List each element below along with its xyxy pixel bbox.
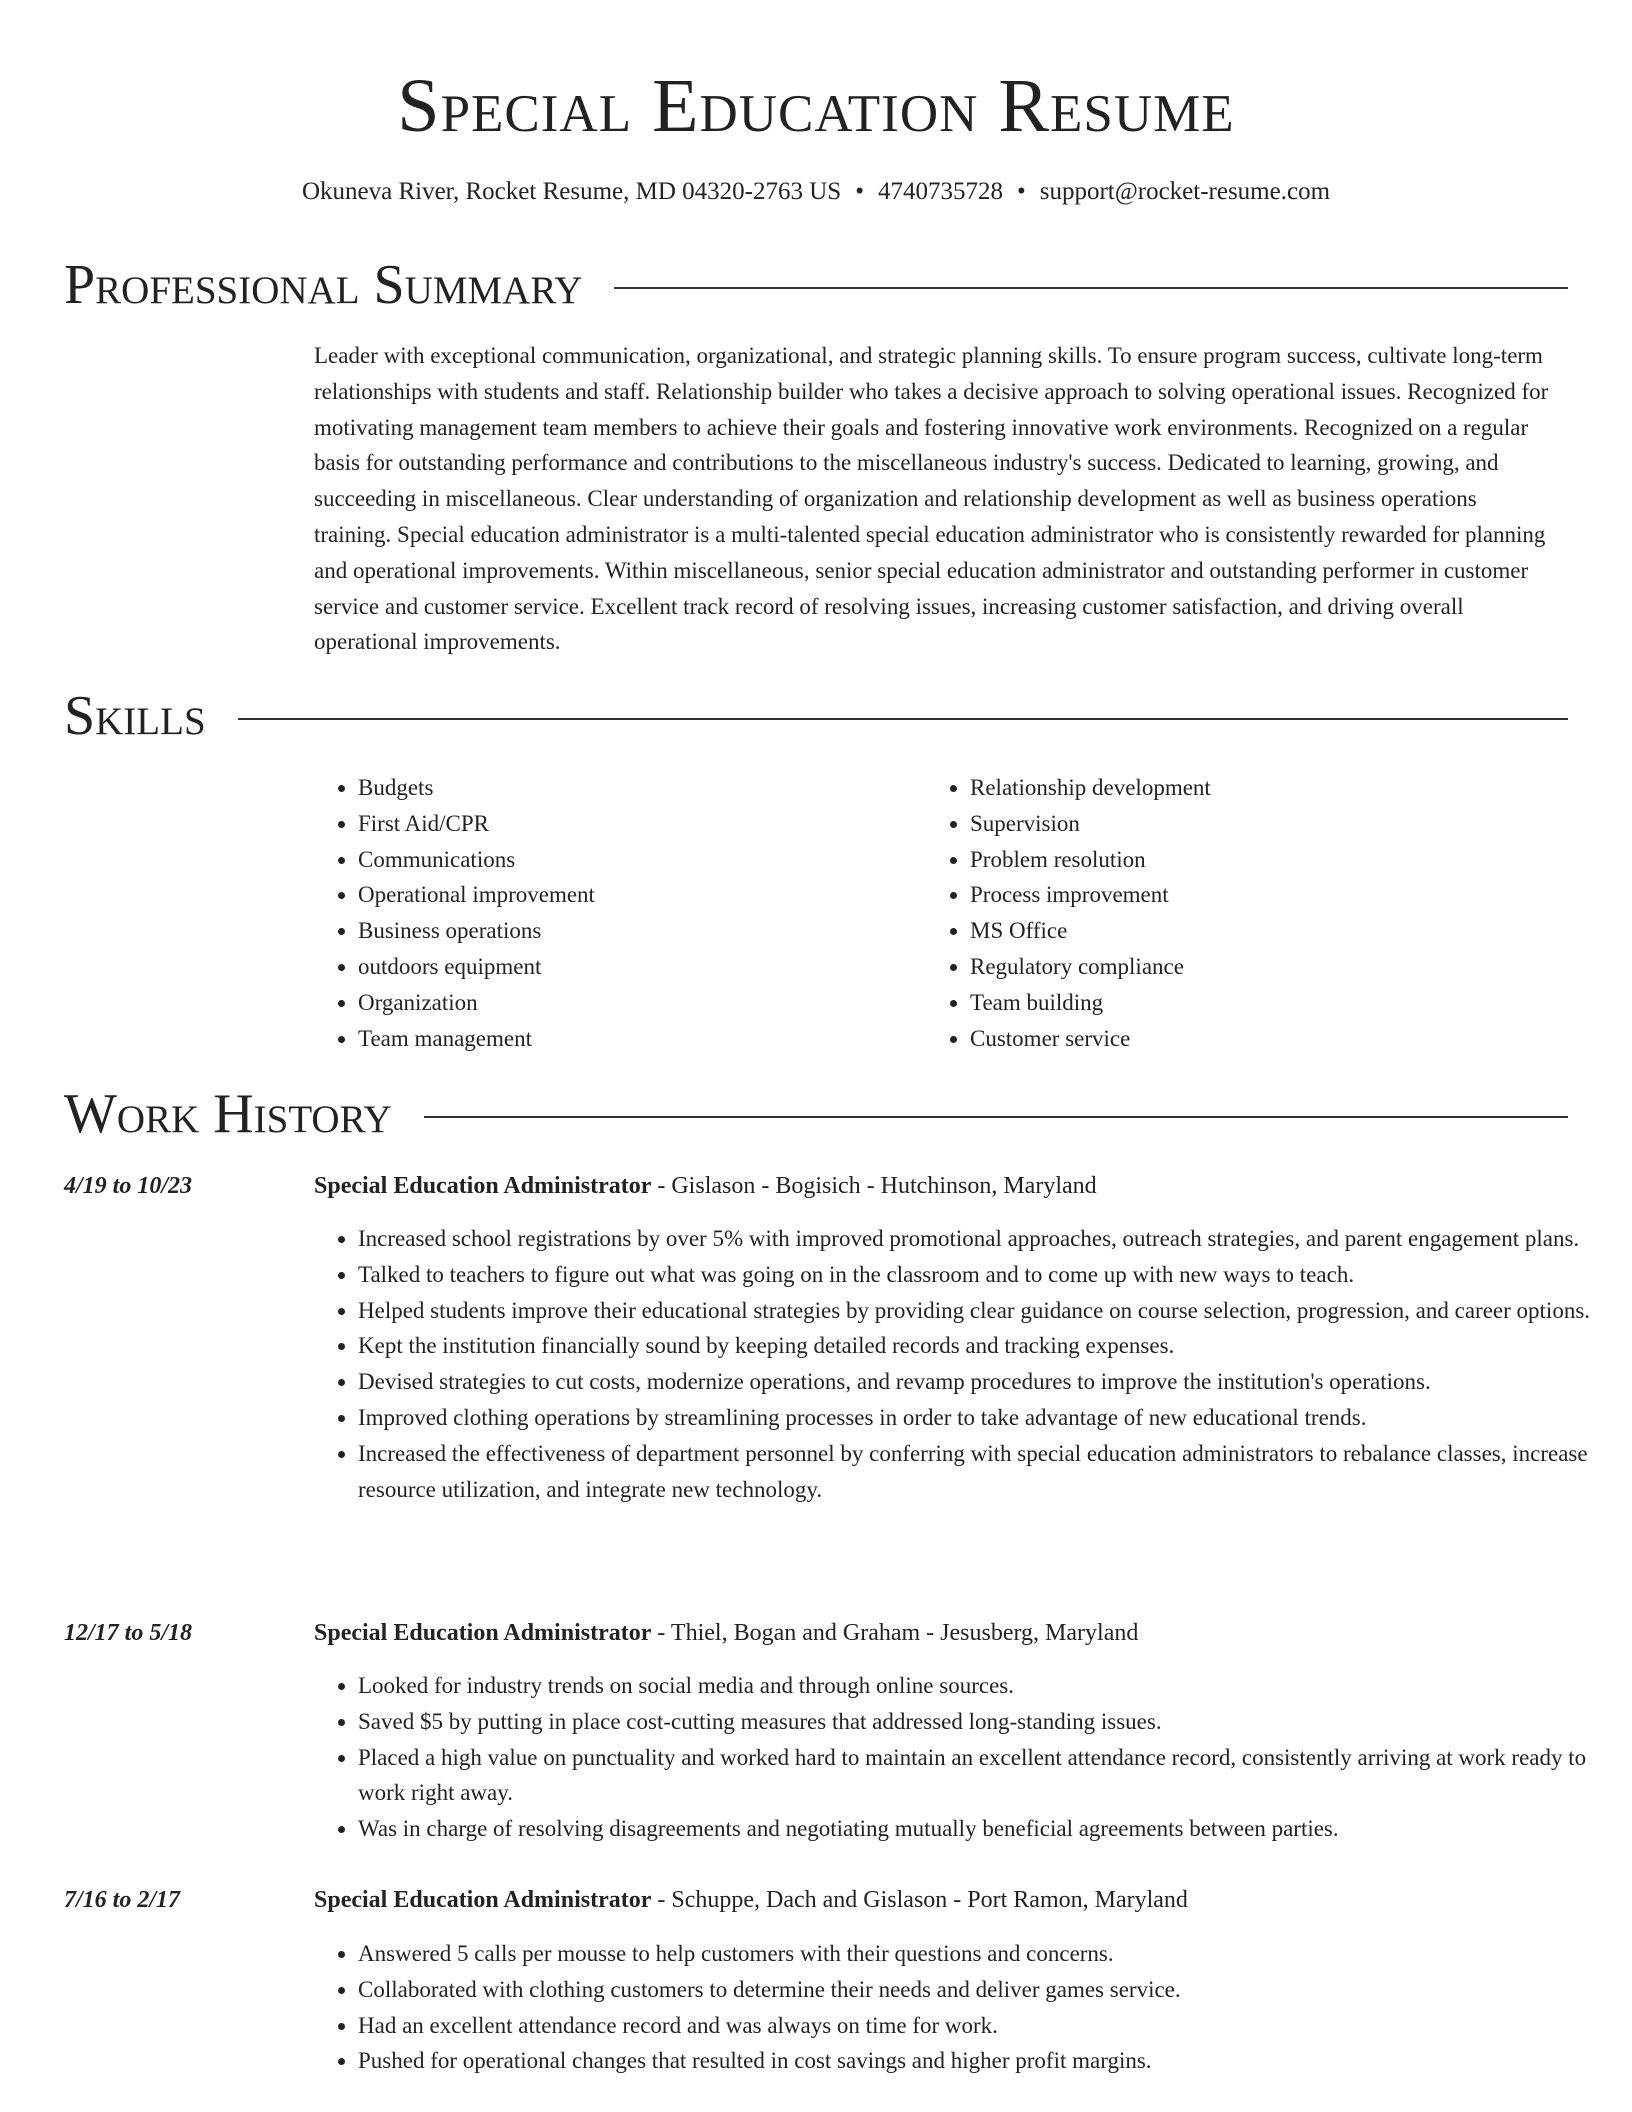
job-dates: 4/19 to 10/23 [64,1173,193,1199]
contact-address: Okuneva River, Rocket Resume, MD 04320-2763 US [301,178,842,205]
job-bullet: • Collaborated with clothing customers to determine their needs and deliver games service. [358,1972,1598,2008]
job-bullet-list [314,1668,1598,1847]
job-role: Special Education Administrator [314,1173,652,1199]
skills-list-right [926,770,1211,1056]
section-divider [614,287,1568,289]
job-bullet: • Placed a high value on punctuality and worked hard to maintain an excellent attendance record, consistently arriving at work ready to work right away. [358,1740,1598,1812]
skill-item: • Process improvement [970,877,1211,913]
section-divider [424,1116,1568,1118]
skill-item: • Business operations [358,913,595,949]
job-bullet: • Answered 5 calls per mousse to help customers with their questions and concerns. [358,1936,1598,1972]
skill-item: • outdoors equipment [358,949,595,985]
skill-item: • Problem resolution [970,842,1211,878]
job-bullet: • Talked to teachers to figure out what was going on in the classroom and to come up with new ways to teach. [358,1257,1598,1293]
summary-heading: Professional Summary [64,254,583,316]
contact-line [0,174,1632,210]
job-bullet-list [314,1936,1598,2079]
skill-item: • Regulatory compliance [970,949,1211,985]
job-bullet: • Had an excellent attendance record and was always on time for work. [358,2008,1598,2044]
job-bullet: • Improved clothing operations by streamlining processes in order to take advantage of new educational trends. [358,1400,1598,1436]
contact-phone: 4740735728 [877,178,1003,205]
skill-item: • Operational improvement [358,877,595,913]
job-bullet: • Was in charge of resolving disagreements and negotiating mutually beneficial agreements between parties. [358,1811,1598,1847]
skill-item: • MS Office [970,913,1211,949]
job-dates: 7/16 to 2/17 [64,1887,181,1913]
section-divider [238,718,1568,720]
job-bullet: • Saved $5 by putting in place cost-cutting measures that addressed long-standing issues. [358,1704,1598,1740]
job-employer: - Gislason - Bogisich - Hutchinson, Maryland [651,1173,1097,1199]
job-bullet: • Kept the institution financially sound by keeping detailed records and tracking expenses. [358,1328,1598,1364]
contact-email: support@rocket-resume.com [1039,178,1331,205]
job-role: Special Education Administrator [314,1620,652,1646]
job-employer: - Thiel, Bogan and Graham - Jesusberg, Maryland [651,1620,1139,1646]
job-bullet: • Helped students improve their educational strategies by providing clear guidance on course selection, progression, and career options. [358,1293,1598,1329]
skills-list-left [314,770,595,1056]
job-dates: 12/17 to 5/18 [64,1620,193,1646]
job-title-line [314,1882,1188,1918]
skills-section-header [64,683,1568,749]
skill-item: • First Aid/CPR [358,806,595,842]
job-role: Special Education Administrator [314,1887,652,1913]
work-section-header [64,1081,1568,1147]
job-bullet: • Pushed for operational changes that resulted in cost savings and higher profit margins. [358,2043,1598,2079]
skill-item: • Team building [970,985,1211,1021]
job-bullet: • Looked for industry trends on social media and through online sources. [358,1668,1598,1704]
contact-separator: • [1016,178,1026,205]
job-title-line [314,1168,1097,1204]
skill-item: • Budgets [358,770,595,806]
summary-text: Leader with exceptional communication, organizational, and strategic planning skills. To ensure program success, cultivate long-term relationships with students and staff. Relationship builder who takes a decisive approach to solving operational issues. Recognized for motivating management team members to achieve their goals and fostering innovative work environments. Recognized on a regular basis for outstanding performance and contributions to the miscellaneous industry's success. Dedicated to learning, growing, and succeeding in miscellaneous. Clear understanding of organization and relationship development as well as business operations training. Special education administrator is a multi-talented special education administrator who is consistently rewarded for planning and operational improvements. Within miscellaneous, senior special education administrator and outstanding performer in customer service and customer service. Excellent track record of resolving issues, increasing customer satisfaction, and driving overall operational improvements. [314,343,1549,655]
work-heading: Work History [64,1083,392,1145]
resume-title: Special Education Resume [397,64,1235,148]
contact-separator: • [855,178,864,205]
skill-item: • Relationship development [970,770,1211,806]
job-title-line [314,1615,1138,1651]
job-bullet-list [314,1221,1598,1507]
skill-item: • Customer service [970,1021,1211,1057]
skill-item: • Communications [358,842,595,878]
job-bullet: • Increased the effectiveness of department personnel by conferring with special education administrators to rebalance classes, increase resource utilization, and integrate new technology. [358,1436,1598,1508]
skill-item: • Team management [358,1021,595,1057]
summary-section-header [64,252,1568,318]
job-bullet: • Increased school registrations by over 5% with improved promotional approaches, outreach strategies, and parent engagement plans. [358,1221,1598,1257]
skill-item: • Organization [358,985,595,1021]
job-employer: - Schuppe, Dach and Gislason - Port Ramon, Maryland [651,1887,1188,1913]
job-bullet: • Devised strategies to cut costs, modernize operations, and revamp procedures to improve the institution's operations. [358,1364,1598,1400]
skill-item: • Supervision [970,806,1211,842]
skills-heading: Skills [64,685,206,747]
